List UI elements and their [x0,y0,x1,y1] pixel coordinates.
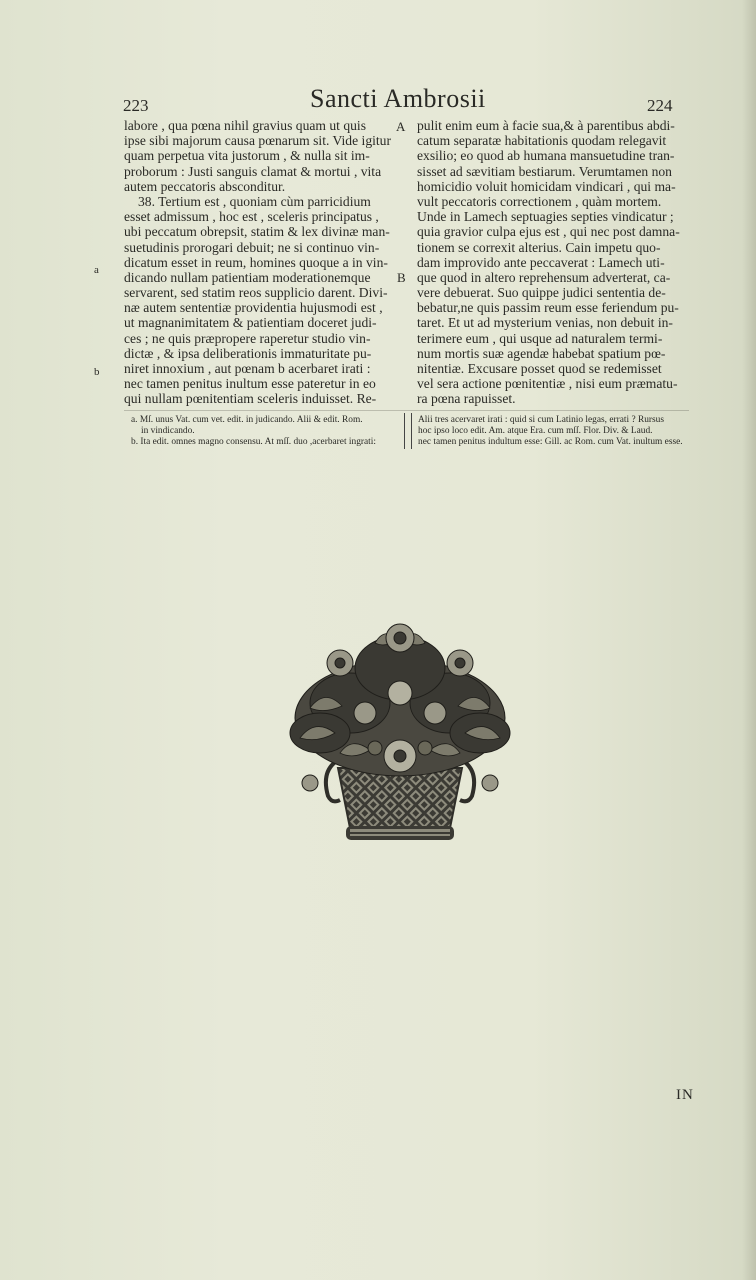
text-line: exsilio; eo quod ab humana mansuetudine tran- [417,148,675,164]
text-line: autem peccatoris absconditur. [124,178,286,194]
text-line: quam perpetua vita justorum , & nulla sit im- [124,148,370,164]
text-column-left [124,118,407,407]
footnotes-left [131,415,401,448]
text-line: ces ; ne quis præpropere raperetur studio vin- [124,330,371,346]
text-line: servarent, sed statim reos supplicio darent. Divi- [124,285,388,301]
text-line: dictæ , & ipsa deliberationis immaturitate pu- [124,345,372,361]
footnote-line: hoc ipso loco edit. Am. atque Era. cum mſſ. Flor. Div. & Laud. [418,426,653,436]
text-line: ipse sibi majorum causa pœnarum sit. Vide igitur [124,133,391,149]
page-number-right: 224 [647,96,673,115]
text-line: vere debuerat. Suo quippe judici sententia de- [417,285,666,301]
footnote-line: Alii tres acervaret irati : quid si cum Latinio legas, errati ? Rursus [418,415,665,425]
text-line: nitentiæ. Excusare posset quod se redemisset [417,361,662,376]
footnotes-right [418,415,698,448]
footnote-separator [124,410,689,411]
text-line: nec tamen penitus inultum esse pateretur in eo [124,376,376,392]
text-line: niret innoxium , aut pœnam b acerbaret irati : [124,361,371,376]
page-number-left: 223 [123,96,149,115]
text-line: suetudinis prorogari debuit; ne si continuo vin- [124,239,380,255]
page-edge-shadow [742,0,756,1280]
text-line: ra pœna rapuisset. [417,391,516,407]
text-line: dam improvido ante peccaverat : Lamech uti- [417,254,665,270]
text-line: pulit enim eum à facie sua,& à parentibus abdi- [417,118,675,133]
flower-basket-woodcut-icon [280,618,520,848]
text-line: ut magnanimitatem & patientiam doceret judi- [124,315,377,331]
text-line: vult peccatoris correctionem , quàm mortem. [417,193,662,209]
text-line: vel sera actione pœnitentiæ , nisi eum præmatu- [417,376,678,392]
footnote-line: b. Ita edit. omnes magno consensu. At mſſ. duo ,acerbaret ingrati: [131,437,376,447]
text-line: taret. Et ut ad mysterium venias, non debuit in- [417,315,673,331]
text-line: que quod in altero reprehensum adverterat, ca- [417,269,671,285]
text-line: homicidio voluit homicidam vindicari , qui ma- [417,178,676,194]
text-line: terimere eum , qui usque ad naturalem termi- [417,330,663,346]
running-header [0,84,756,118]
margin-note-b: b [94,366,100,378]
running-title: Sancti Ambrosii [310,84,486,113]
text-line: catum separatæ habitationis quodam relegavit [417,133,667,149]
text-line: tionem se correxit alterius. Cain impetu quo- [417,239,661,255]
text-line: proborum : Justi sanguis clamat & mortui , vita [124,163,382,179]
section-marker-B: B [397,270,406,285]
margin-note-a: a [94,264,99,276]
text-line: labore , qua pœna nihil gravius quam ut quis [124,118,366,133]
section-marker-A: A [396,119,406,134]
footnote-line: a. Mſ. unus Vat. cum vet. edit. in judicando. Alii & edit. Rom. [131,415,363,425]
text-line: qui nullam pœnitentiam sceleris induisset. Re- [124,391,377,407]
text-column-right [417,118,700,407]
text-line: bebatur,ne quis passim reum esse feriendum pu- [417,300,679,316]
text-line: dicatum esset in reum, homines quoque a in vin- [124,254,388,270]
text-line: sisset ad sævitiam bestiarum. Verumtamen non [417,163,672,179]
text-line: ubi peccatum obrepsit, statim & lex divinæ man- [124,224,390,240]
text-line: esset admissum , hoc est , sceleris principatus , [124,209,379,225]
text-line: 38. Tertium est , quoniam cùm parricidium [138,193,371,209]
text-line: dicando nullam patientiam moderationemque [124,269,371,285]
catchword: IN [676,1087,694,1103]
footnote-line: in vindicando. [141,426,195,436]
text-line: quia gravior culpa ejus est , qui nec post damna- [417,224,680,240]
text-line: num mortis suæ agendæ habebat spatium pœ- [417,345,666,361]
footnote-column-divider [404,413,412,449]
footnote-line: nec tamen penitus indultum esse: Gill. ac Rom. cum Vat. inultum esse. [418,437,683,447]
text-line: næ autem sententiæ providentia hujusmodi est , [124,300,383,316]
text-line: Unde in Lamech septuagies septies vindicatur ; [417,209,674,225]
